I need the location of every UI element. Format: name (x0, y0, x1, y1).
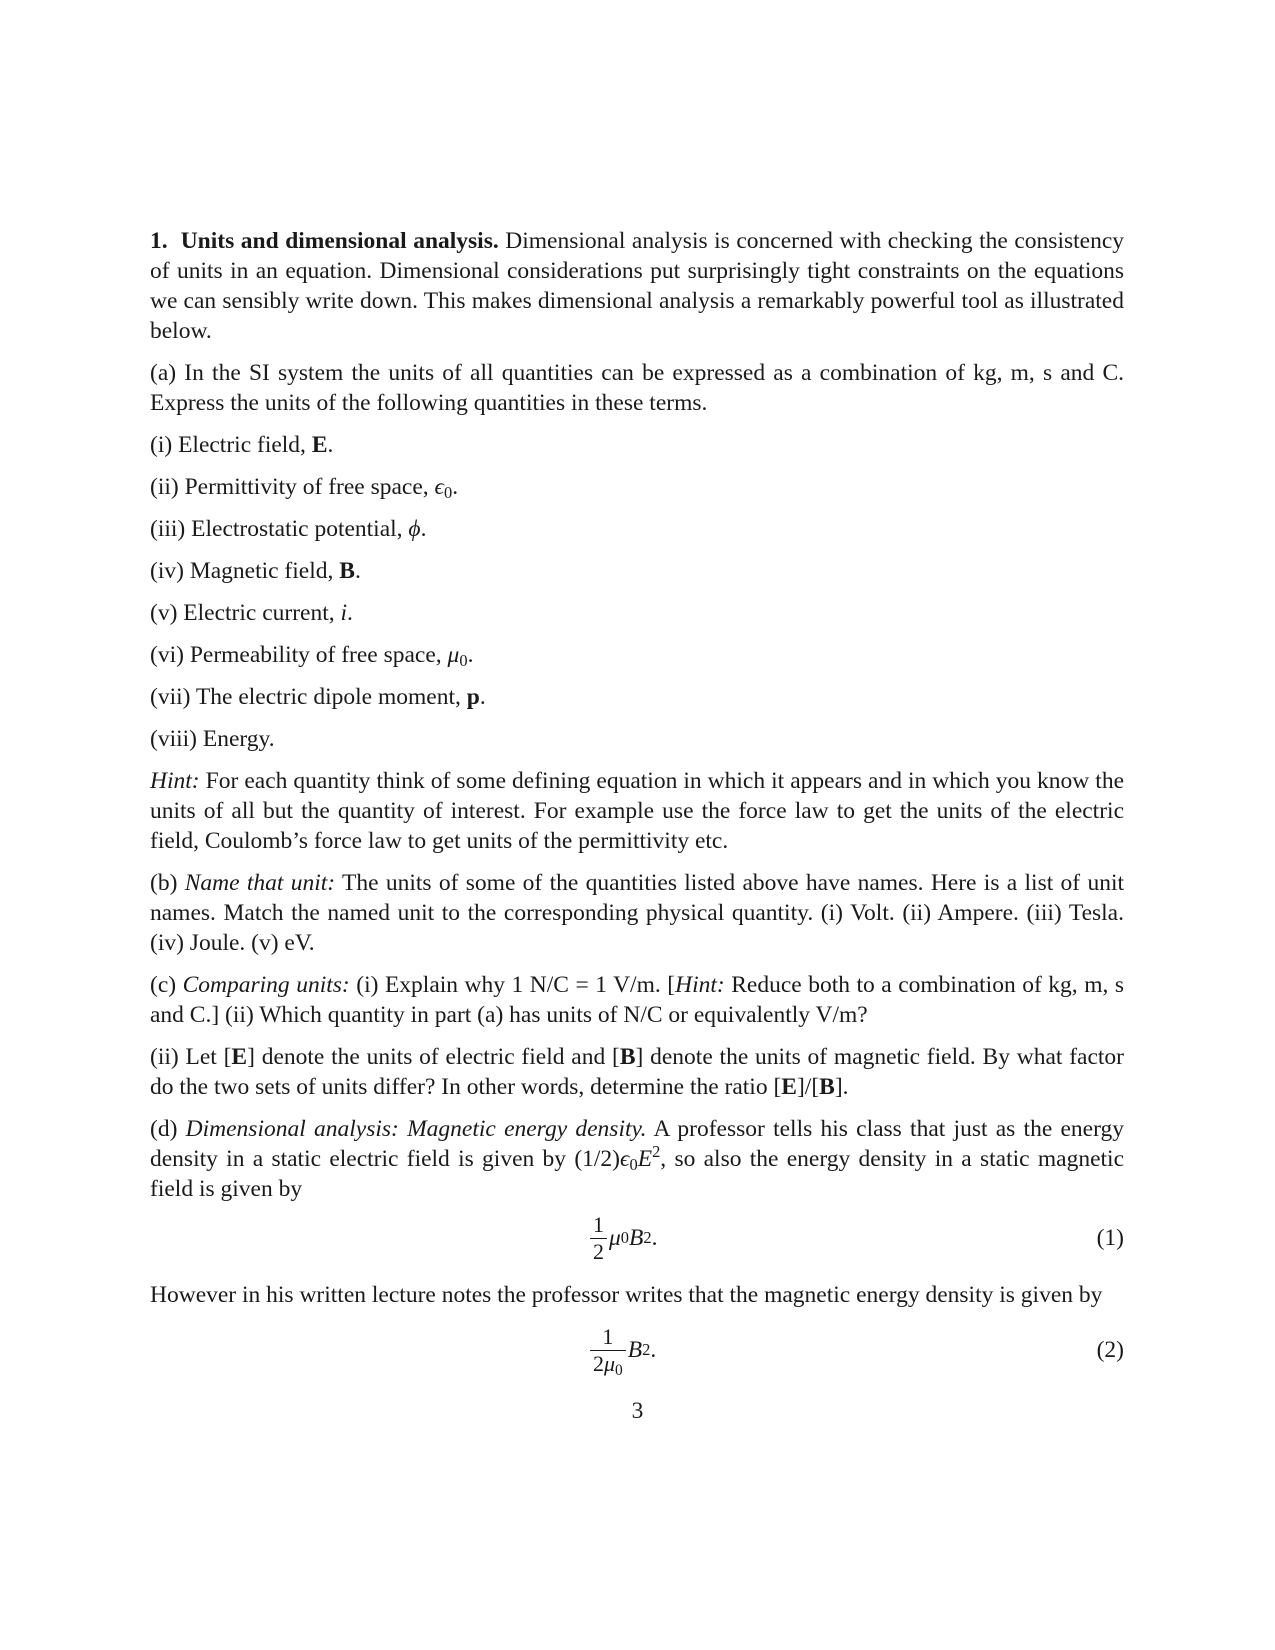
part-c-hint-label: Hint: (675, 972, 725, 998)
item-symbol: p (466, 684, 480, 710)
part-c-ii (150, 1042, 1124, 1102)
mu-symbol: μ (609, 1225, 621, 1251)
item-symbol: i (340, 600, 348, 626)
problem-intro-text: Dimensional analysis is concerned with checking the consistency of units in an equation. Dimensional considerations put surprisingly tight constraints on the equations we can sensibly write down. This makes dimensional analysis a remarkably powerful tool as illustrated below. (150, 228, 1125, 344)
part-b-label: (b) (150, 870, 178, 896)
part-a-intro (150, 358, 1124, 418)
part-c (150, 970, 1124, 1030)
item-symbol: B (339, 558, 355, 584)
item-symbol: ϕ (408, 516, 421, 542)
fraction (590, 1324, 626, 1377)
item-label: (vi) (150, 642, 184, 668)
equation-number: (2) (1096, 1337, 1124, 1363)
item-label: (viii) (150, 726, 197, 752)
item-text: Magnetic field, (189, 558, 334, 584)
item-label: (i) (150, 432, 173, 458)
period: . (651, 1225, 658, 1251)
symbol-B: B (619, 1044, 636, 1070)
part-a-item-3: (iii) Electrostatic potential, ϕ. (150, 516, 427, 542)
part-d-followup-text: However in his written lecture notes the professor writes that the magnetic energy density is given by (150, 1282, 1103, 1308)
item-text: Energy. (202, 726, 275, 752)
part-a-item-8 (150, 724, 1124, 754)
item-text: Permittivity of free space, (184, 474, 429, 500)
item-label: (iv) (150, 558, 184, 584)
denominator: 2 (590, 1238, 607, 1265)
part-a-item-2: (ii) Permittivity of free space, $\epsilon_0$. (150, 474, 459, 503)
part-c-label: (c) (150, 972, 177, 998)
item-text: The electric dipole moment, (195, 684, 461, 710)
epsilon-symbol: ϵ (620, 1146, 630, 1172)
item-subscript: 0 (444, 483, 453, 503)
hint-text: For each quantity think of some defining equation in which it appears and in which you know the units of all but the quantity of interest. For example use the force law to get the units of the electric field, Coulomb’s force law to get units of the permittivity etc. (150, 768, 1125, 854)
B-symbol: B (629, 1225, 644, 1251)
fraction (590, 1212, 607, 1265)
item-label: (iii) (150, 516, 186, 542)
part-d-text-cont: , so also the energy density in a static magnetic field is given by (150, 1146, 1124, 1202)
part-b-text: The units of some of the quantities listed above have names. Here is a list of unit names. Match the named unit to the corresponding physical quantity. (i) Volt. (ii) Ampere. (iii) Tesla. (iv) Joule. (v) eV. (150, 870, 1125, 956)
subscript: 0 (615, 1361, 623, 1379)
part-c-ii-text: ]. (834, 1074, 849, 1100)
part-c-text: (i) Explain why 1 N/C = 1 V/m. [ (356, 972, 676, 998)
part-b-title: Name that unit: (184, 870, 336, 896)
part-c-ii-text: ]/[ (796, 1074, 820, 1100)
part-a-item-4: (iv) Magnetic field, B. (150, 558, 361, 584)
item-symbol: μ (447, 642, 460, 668)
part-c-ii-text: (ii) Let [ (150, 1044, 232, 1070)
part-a-label: (a) (150, 360, 177, 386)
subscript: 0 (629, 1155, 638, 1175)
equation-1-expression: $\frac{1}{2}$ μ 0 B 2 . (590, 1206, 657, 1270)
part-d-followup (150, 1280, 1124, 1310)
item-symbol: E (311, 432, 328, 458)
numerator: 1 (593, 1211, 604, 1237)
part-c-title: Comparing units: (182, 972, 350, 998)
item-label: (v) (150, 600, 178, 626)
equation-number: (1) (1096, 1225, 1124, 1251)
item-text: Electrostatic potential, (191, 516, 403, 542)
item-label: (ii) (150, 474, 179, 500)
symbol-E: E (231, 1044, 248, 1070)
numerator: 1 (602, 1323, 614, 1349)
symbol-B: B (819, 1074, 835, 1100)
denominator (590, 1350, 626, 1377)
part-d (150, 1114, 1124, 1204)
problem-content (150, 226, 1124, 1396)
equation-2-expression: $\frac{1}{2\mu_0}$ B 2 . (590, 1314, 656, 1386)
mu-symbol: μ (604, 1350, 616, 1376)
part-a-item-6: (vi) Permeability of free space, $\mu_0$. (150, 642, 474, 671)
period: . (650, 1337, 657, 1363)
part-a-text: In the SI system the units of all quantities can be expressed as a combination of kg, m, s and C. Express the units of the following quantities in these terms. (150, 360, 1124, 416)
item-text: Electric current, (183, 600, 335, 626)
symbol-E: E (781, 1074, 797, 1100)
part-b (150, 868, 1124, 958)
part-a-item-7: (vii) The electric dipole moment, p. (150, 684, 486, 710)
page-number: 3 (631, 1398, 644, 1424)
E-symbol: E (637, 1146, 653, 1172)
superscript: 2 (652, 1141, 661, 1161)
part-a-item-1: (i) Electric field, E. (150, 432, 334, 458)
part-c-ii-text: ] denote the units of magnetic field. By what factor do the two sets of units differ? In other words, determine the ratio [ (150, 1044, 1124, 1100)
hint-label: Hint: (150, 768, 200, 794)
denominator-coefficient: 2 (593, 1350, 604, 1376)
item-label: (vii) (150, 684, 191, 710)
equation-2 (150, 1314, 1124, 1386)
item-subscript: 0 (459, 651, 468, 671)
part-c-ii-text: ] denote the units of electric field and [ (247, 1044, 620, 1070)
problem-title: Units and dimensional analysis. (180, 228, 499, 254)
part-a-item-5: (v) Electric current, i. (150, 600, 353, 626)
part-d-title: Dimensional analysis: Magnetic energy density. (185, 1116, 647, 1142)
problem-number: 1. (150, 228, 168, 254)
part-a-hint (150, 766, 1124, 856)
item-symbol: ϵ (434, 474, 444, 500)
part-d-text: A professor tells his class that just as the energy density in a static electric field is given by (1/2) (150, 1116, 1125, 1172)
equation-1 (150, 1206, 1124, 1270)
problem-intro (150, 226, 1124, 346)
item-text: Electric field, (178, 432, 306, 458)
part-d-label: (d) (150, 1116, 178, 1142)
B-symbol: B (627, 1337, 643, 1363)
part-c-text-cont: Reduce both to a combination of kg, m, s and C.] (ii) Which quantity in part (a) has units of N/C or equivalently V/m? (150, 972, 1125, 1028)
item-text: Permeability of free space, (189, 642, 442, 668)
